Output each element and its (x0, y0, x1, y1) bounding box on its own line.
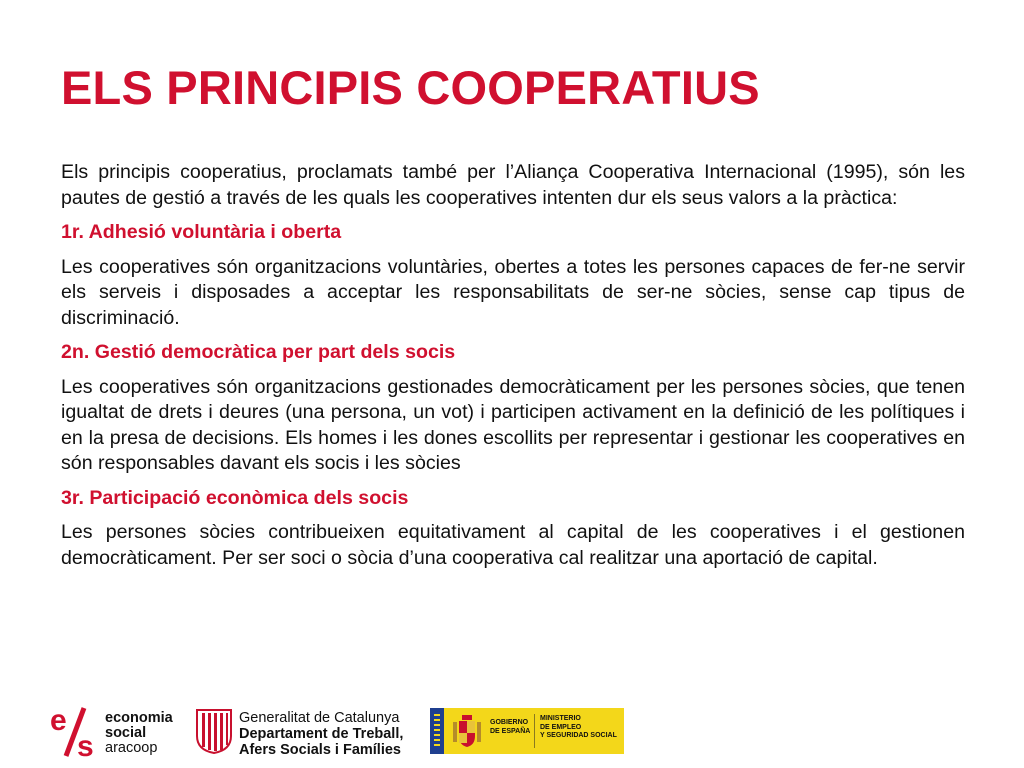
page-title: ELS PRINCIPIS COOPERATIUS (61, 61, 760, 114)
principle-1-heading: 1r. Adhesió voluntària i oberta (61, 221, 342, 243)
gob-divider (534, 714, 535, 748)
generalitat-wordmark (239, 710, 403, 758)
svg-text:e: e (50, 706, 67, 737)
economia-social-logo (50, 706, 185, 758)
min-line2: DE EMPLEO (540, 723, 582, 731)
spain-flag-icon (430, 708, 444, 754)
principle-1-text: Les cooperatives són organitzacions voluntàries, obertes a totes les persones capaces de fer-ne servir els serveis i disposades a acceptar les responsabilitats de ser-ne sòcies, sense cap tipus de discriminació. (61, 255, 965, 329)
gobierno-wordmark (490, 719, 534, 736)
logo-gen-line1: Generalitat de Catalunya (239, 710, 400, 726)
gob-line1: GOBIERNO (490, 719, 529, 726)
economia-social-wordmark (105, 711, 173, 756)
logo-gen-line2: Departament de Treball, (239, 726, 404, 742)
principle-2-text: Les cooperatives són organitzacions gestionades democràticament per les persones sòcies, que tenen igualtat de drets i deures (una persona, un vot) i participen activament en la definició de les polítiques i en la presa de decisions. Els homes i les dones escollits per representar i gestionar les cooperatives en són responsables davant els socis i les sòcies (61, 375, 965, 474)
logo-es-line1: economia (105, 710, 173, 726)
es-mark-icon (50, 706, 102, 758)
principle-3-heading: 3r. Participació econòmica dels socis (61, 486, 409, 509)
min-line1: MINISTERIO (540, 715, 581, 722)
slide-body (61, 160, 965, 571)
svg-text:s: s (77, 730, 94, 758)
logo-gen-line3: Afers Socials i Famílies (239, 742, 401, 758)
min-line3: Y SEGURIDAD SOCIAL (540, 732, 617, 739)
gobierno-espana-logo (430, 708, 624, 754)
principle-3-text: Les persones sòcies contribueixen equitativament al capital de les cooperatives i el gestionen democràticament. Per ser soci o sòcia d’una cooperativa cal realitzar una aportació de capital. (61, 521, 965, 569)
gob-line2: DE ESPAÑA (490, 727, 531, 735)
footer-logos (0, 700, 1024, 768)
coat-of-arms-icon (450, 714, 484, 748)
senyera-shield-icon (195, 708, 233, 754)
logo-es-line2: social (105, 725, 147, 741)
logo-es-line3: aracoop (105, 740, 158, 756)
ministerio-wordmark (540, 715, 624, 741)
principle-2-heading: 2n. Gestió democràtica per part dels socis (61, 341, 456, 363)
intro-paragraph: Els principis cooperatius, proclamats també per l’Aliança Cooperativa Internacional (1995), són les pautes de gestió a través de les quals les cooperatives intenten dur els seus valors a la pràctica: (61, 161, 965, 209)
generalitat-logo (195, 706, 420, 758)
